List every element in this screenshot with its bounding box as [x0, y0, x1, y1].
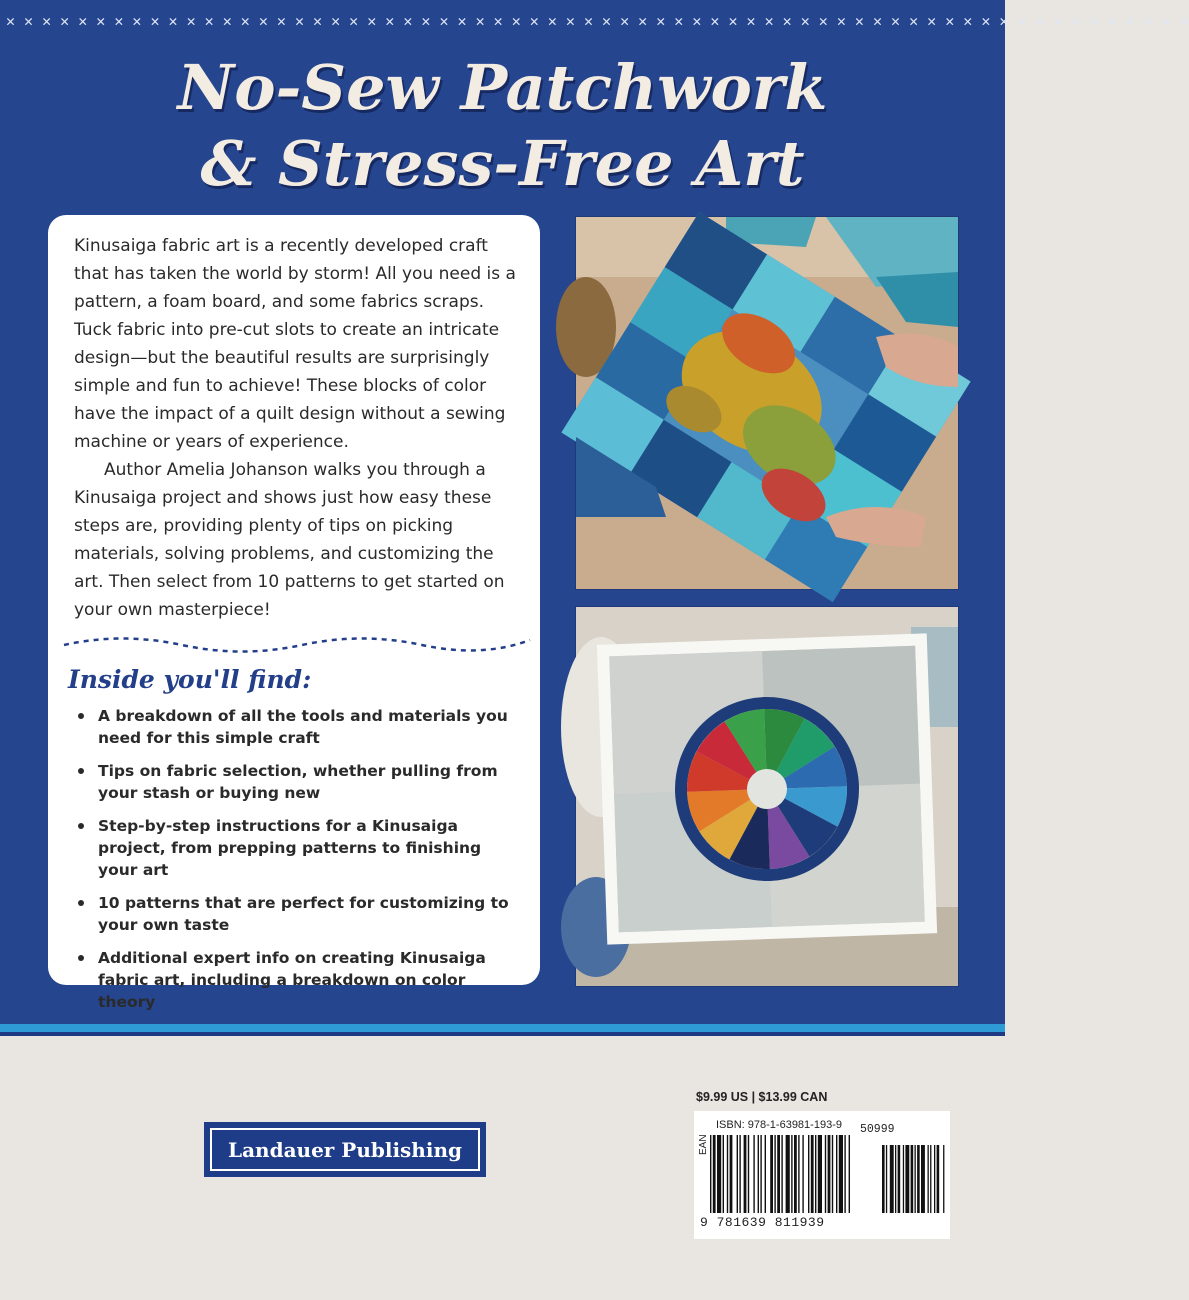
list-item	[74, 760, 524, 804]
list-item	[74, 815, 524, 881]
list-item	[74, 705, 524, 749]
barcode-bar	[723, 1135, 724, 1213]
barcode-addon-number: 50999	[860, 1123, 895, 1136]
barcode-addon-bar	[911, 1145, 914, 1213]
barcode-addon-bar	[890, 1145, 894, 1213]
bullet-icon	[78, 900, 84, 906]
barcode-bar	[832, 1135, 833, 1213]
barcode-bar	[710, 1135, 711, 1213]
barcode-bar	[781, 1135, 782, 1213]
barcode-addon-bar	[905, 1145, 909, 1213]
list-item-text: 10 patterns that are perfect for customizing to your own taste	[98, 894, 509, 934]
barcode-addon-bar	[915, 1145, 916, 1213]
barcode-bar	[808, 1135, 809, 1213]
barcode-bar	[770, 1135, 773, 1213]
barcode-addon-bar	[917, 1145, 920, 1213]
bullet-icon	[78, 955, 84, 961]
isbn-label: ISBN: 978-1-63981-193-9	[716, 1119, 842, 1131]
title-line-1: No-Sew Patchwork	[177, 51, 828, 124]
title-line-2: & Stress-Free Art	[200, 127, 805, 200]
barcode-addon-bar	[903, 1145, 904, 1213]
barcode-bar	[844, 1135, 845, 1213]
barcode-bar	[791, 1135, 792, 1213]
list-item	[74, 892, 524, 936]
barcode-number: 9 781639 811939	[700, 1215, 825, 1230]
description-card	[48, 215, 540, 1011]
barcode-bar	[802, 1135, 803, 1213]
barcode-addon-bar	[937, 1145, 940, 1213]
list-item-text: Step-by-step instructions for a Kinusaiga project, from prepping patterns to finishing your art	[98, 817, 482, 879]
barcode-addon-bar	[943, 1145, 944, 1213]
bullet-icon	[78, 768, 84, 774]
inside-heading: Inside you'll find:	[68, 665, 312, 694]
bullet-icon	[78, 713, 84, 719]
barcode-bar	[836, 1135, 837, 1213]
barcode-bar	[825, 1135, 826, 1213]
barcode-addon-bar	[882, 1145, 885, 1213]
barcode-bar	[748, 1135, 749, 1213]
barcode-bar	[786, 1135, 790, 1213]
inside-list	[74, 705, 524, 1024]
barcode-bars	[710, 1135, 946, 1215]
wavy-divider	[62, 630, 532, 660]
barcode-bar	[713, 1135, 716, 1213]
barcode-bar	[739, 1135, 740, 1213]
barcode-bar	[818, 1135, 822, 1213]
barcode-bar	[737, 1135, 738, 1213]
barcode-bar	[828, 1135, 831, 1213]
description-paragraph-2: Author Amelia Johanson walks you through a Kinusaiga project and shows just how easy these steps are, providing plenty of tips on picking materials, solving problems, and customizing the art. Then select from 10 patterns to get started on your own masterpiece!	[74, 460, 505, 620]
barcode-bar	[744, 1135, 747, 1213]
barcode-bar	[730, 1135, 733, 1213]
description-paragraph-1: Kinusaiga fabric art is a recently developed craft that has taken the world by storm! All you need is a pattern, a foam board, and some fabrics scraps. Tuck fabric into pre-cut slots to create an intricate design—but the beautiful results are surprisingly simple and fun to achieve! These blocks of color have the impact of a quilt design without a sewing machine or years of experience.	[74, 236, 516, 452]
barcode-bar	[753, 1135, 754, 1213]
ean-label: EAN	[698, 1134, 709, 1155]
barcode-bar	[717, 1135, 721, 1213]
accent-stripe	[0, 1024, 1005, 1032]
barcode	[694, 1111, 950, 1239]
book-title	[0, 50, 1005, 202]
barcode-addon-bar	[895, 1145, 896, 1213]
barcode-bar	[794, 1135, 797, 1213]
barcode-addon-bar	[886, 1145, 887, 1213]
list-item-text: Additional expert info on creating Kinusaiga fabric art, including a breakdown on color theory	[98, 949, 486, 1011]
description	[74, 232, 524, 624]
barcode-bar	[811, 1135, 814, 1213]
barcode-bar	[727, 1135, 728, 1213]
barcode-addon-bar	[921, 1145, 925, 1213]
barcode-addon-bar	[930, 1145, 931, 1213]
bullet-icon	[78, 823, 84, 829]
barcode-bar	[777, 1135, 780, 1213]
list-item-text: Tips on fabric selection, whether pulling from your stash or buying new	[98, 762, 498, 802]
accent-stripe-dark	[0, 1032, 1005, 1036]
price-label: $9.99 US | $13.99 CAN	[696, 1090, 828, 1104]
fish-quilt-photo	[575, 216, 959, 590]
list-item	[74, 947, 524, 1013]
barcode-bar	[758, 1135, 759, 1213]
barcode-addon-bar	[898, 1145, 901, 1213]
publisher-logo-border	[210, 1128, 480, 1171]
barcode-addon-bar	[934, 1145, 935, 1213]
publisher-name: Landauer Publishing	[228, 1137, 462, 1162]
barcode-bar	[760, 1135, 761, 1213]
publisher-logo	[204, 1122, 486, 1177]
barcode-bar	[815, 1135, 816, 1213]
barcode-bar	[774, 1135, 775, 1213]
barcode-bar	[798, 1135, 799, 1213]
barcode-addon-bar	[928, 1145, 929, 1213]
barcode-bar	[849, 1135, 850, 1213]
barcode-bar	[839, 1135, 843, 1213]
framed-circle-quilt-photo	[575, 606, 959, 987]
stitch-decoration: ✕ ✕ ✕ ✕ ✕ ✕ ✕ ✕ ✕ ✕ ✕ ✕ ✕ ✕ ✕ ✕ ✕ ✕ ✕ ✕ ✕ ✕ ✕ ✕ ✕ ✕ ✕ ✕ ✕ ✕ ✕ ✕ ✕ ✕ ✕ ✕ ✕ ✕ ✕ ✕ ✕ ✕ ✕ ✕ ✕ ✕ ✕ ✕ ✕ ✕ ✕ ✕ ✕ ✕ ✕ ✕ ✕ ✕ ✕ ✕ ✕ ✕ ✕ ✕ ✕ ✕	[6, 12, 1189, 30]
list-item-text: A breakdown of all the tools and materials you need for this simple craft	[98, 707, 508, 747]
barcode-bar	[765, 1135, 766, 1213]
